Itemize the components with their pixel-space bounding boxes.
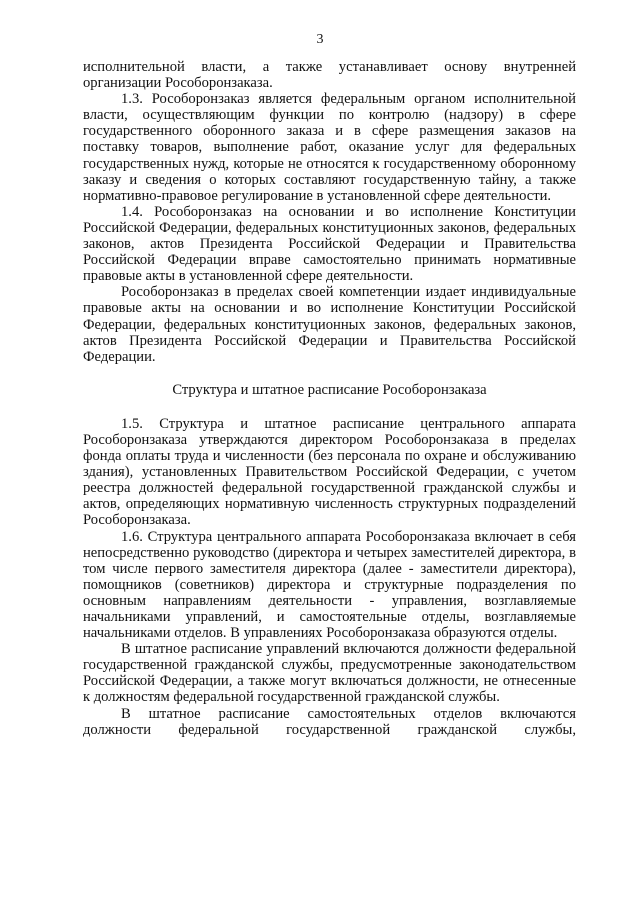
paragraph-legal-acts: Рособоронзаказ в пределах своей компетенции издает индивидуальные правовые акты на основании и во исполнение Конституции Российской Федерации, федеральных конституционных законов, федеральных законов, актов Президента Российской Федерации и Правительства Российской Федерации. bbox=[83, 284, 576, 365]
paragraph-continuation: исполнительной власти, а также устанавливает основу внутренней организации Рособоронзаказа. bbox=[83, 59, 576, 92]
paragraph-1-3: 1.3. Рособоронзаказ является федеральным органом исполнительной власти, осуществляющим функции по контролю (надзору) в сфере государственного оборонного заказа и в сфере размещения заказов на поставку товаров, выполнение работ, оказание услуг для федеральных государственных нужд, которые не относятся к государственному оборонному заказу и сведения о которых составляют государственную тайну, а также нормативно-правовое регулирование в установленной сфере деятельности. bbox=[83, 91, 576, 204]
paragraph-1-5: 1.5. Структура и штатное расписание центрального аппарата Рособоронзаказа утверждаются директором Рособоронзаказа в пределах фонда оплаты труда и численности (без персонала по охране и обслуживанию здания), установленных Правительством Российской Федерации, с учетом реестра должностей федеральной государственной гражданской службы и актов, определяющих нормативную численность структурных подразделений Рособоронзаказа. bbox=[83, 415, 576, 529]
section-heading: Структура и штатное расписание Рособоронзаказа bbox=[172, 381, 487, 398]
paragraph-staffing-departments: В штатное расписание управлений включаются должности федеральной государственной гражданской службы, предусмотренные законодательством Российской Федерации, а также могут включаться должности, не отнесенные к должностям федеральной государственной гражданской службы. bbox=[83, 641, 576, 706]
page-number: 3 bbox=[316, 32, 324, 47]
paragraph-staffing-independent-divisions: В штатное расписание самостоятельных отделов включаются должности федеральной государственной гражданской службы, bbox=[83, 705, 576, 738]
paragraph-1-6: 1.6. Структура центрального аппарата Рособоронзаказа включает в себя непосредственно руководство (директора и четырех заместителей директора, в том числе первого заместителя директора (далее - заместители директора), помощников (советников) директора и структурные подразделения по основным направлениям деятельности - управления, возглавляемые начальниками управлений, и самостоятельные отделы, возглавляемые начальниками отделов. В управлениях Рособоронзаказа образуются отделы. bbox=[83, 528, 576, 642]
paragraph-1-4: 1.4. Рособоронзаказ на основании и во исполнение Конституции Российской Федерации, федеральных конституционных законов, федеральных законов, актов Президента Российской Федерации и Правительства Российской Федерации вправе самостоятельно принимать нормативные правовые акты в установленной сфере деятельности. bbox=[83, 203, 576, 285]
document-body bbox=[83, 59, 576, 738]
